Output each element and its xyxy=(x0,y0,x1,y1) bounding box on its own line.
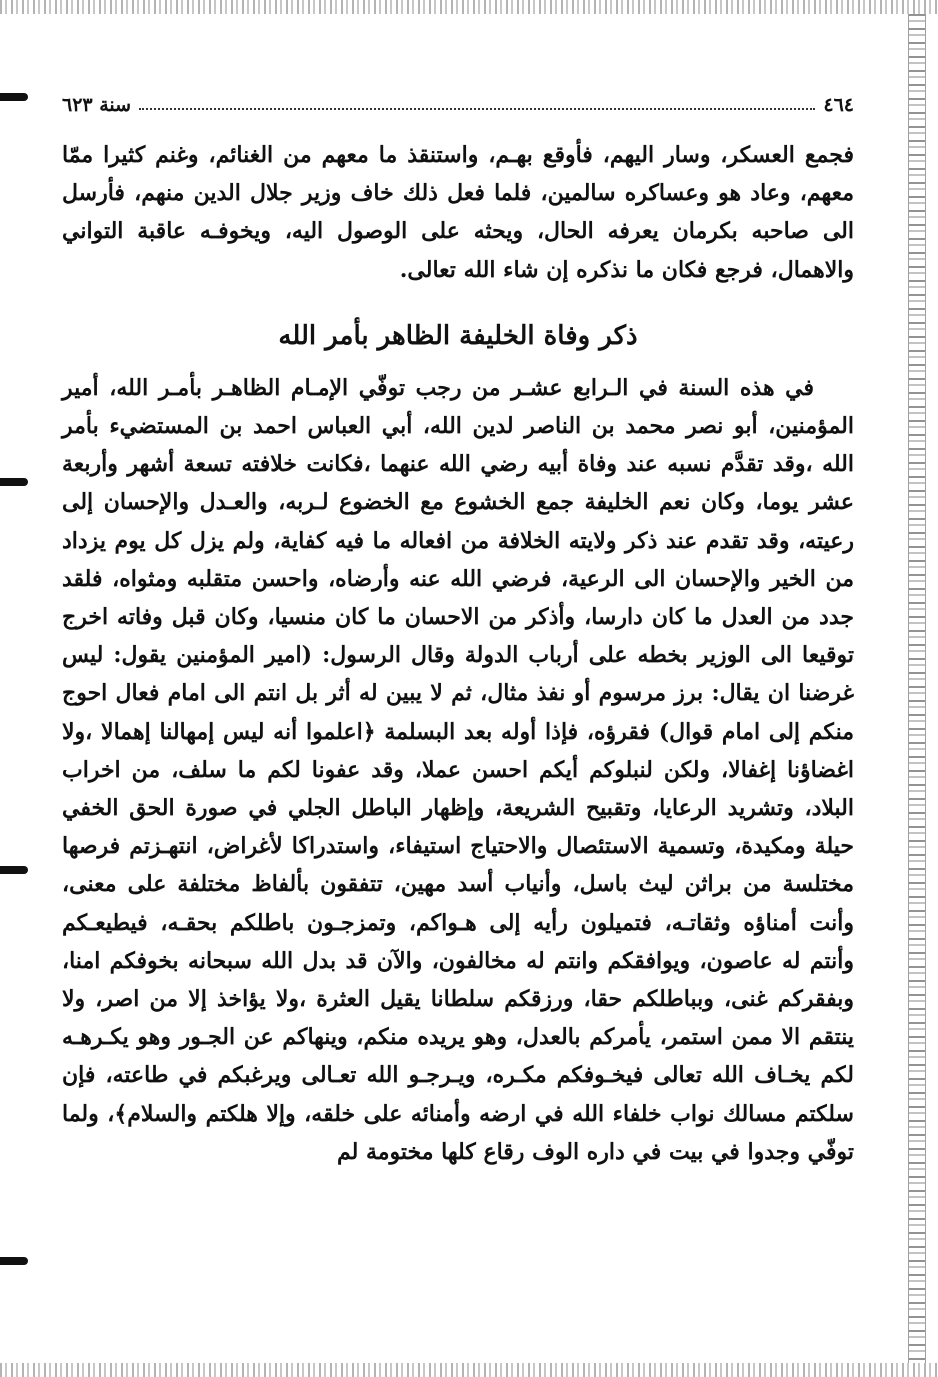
paragraph-main xyxy=(62,369,854,1171)
margin-binding-mark xyxy=(0,866,28,874)
book-page xyxy=(62,86,854,1171)
ornamental-border-top xyxy=(0,0,938,14)
margin-binding-mark xyxy=(0,93,28,101)
section-heading: ذكر وفاة الخليفة الظاهر بأمر الله xyxy=(278,320,638,351)
page-number: ٤٦٤ xyxy=(823,94,854,116)
margin-binding-mark xyxy=(0,478,28,486)
ornamental-border-bottom xyxy=(0,1363,938,1377)
ornamental-border-right xyxy=(908,14,926,1363)
paragraph-continuation xyxy=(62,136,854,289)
paragraph-text: في هذه السنة في الـرابع عشـر من رجب توفّي الإمـام الظاهـر بأمـر الله، أمير المؤمنين، أبو نصر محمد بن الناصر لدين الله، أبي العباس احمد بن المستضيء بأمر الله ،وقد تقدَّم نسبه عند وفاة أبيه رضي الله عنهما ،فكانت خلافته تسعة أشهر وأربعة عشر يوما، وكان نعم الخليفة جمع الخشوع مع الخضوع لـربه، والعـدل والإحسان إلى رعيته، وقد تقدم عند ذكر ولايته الخلافة من افعاله ما فيه كفاية، ولم يزل كل يوم يزداد من الخير والإحسان الى الرعية، فرضي الله عنه وأرضاه، واحسن متقلبه ومثواه، فلقد جدد من العدل ما كان دارسا، وأذكر من الاحسان ما كان منسيا، وكان قبل وفاته اخرج توقيعا الى الوزير بخطه على أرباب الدولة وقال الرسول: (امير المؤمنين يقول: ليس غرضنا ان يقال: برز مرسوم أو نفذ مثال، ثم لا يبين له أثر بل انتم الى امام فعال احوج منكم إلى امام قوال) فقرؤه، فإذا أوله بعد البسلمة ﴿اعلموا أنه ليس إمهالنا إهمالا ،ولا اغضاؤنا إغفالا، ولكن لنبلوكم أيكم احسن عملا، وقد عفونا لكم ما سلف، من اخراب البلاد، وتشريد الرعايا، وتقبيح الشريعة، وإظهار الباطل الجلي في صورة الحق الخفي حيلة ومكيدة، وتسمية الاستئصال والاحتياج استيفاء، واستدراكا لأغراض، انتهـزتم فرصها مختلسة من براثن ليث باسل، وأنياب أسد مهين، تتفقون بألفاظ مختلفة على معنى، وأنت أمناؤه وثقاتـه، فتميلون رأيه إلى هـواكم، وتمزجـون باطلكم بحقـه، فيطيعـكم وأنتم له عاصون، ويوافقكم وانتم له مخالفون، والآن قد بدل الله سبحانه بخوفكم امنا، وبفقركم غنى، وبباطلكم حقا، ورزقكم سلطانا يقيل العثرة ،ولا يؤاخذ إلا من اصر، ولا ينتقم الا ممن استمر، يأمركم بالعدل، وهو يريده منكم، وينهاكم عن الجـور وهو يكـرهـه لكم يخـاف الله تعالى فيخـوفكم مكـره، ويـرجـو الله تعـالى ويرغبكم في طاعته، فإن سلكتم مسالك نواب خلفاء الله في ارضه وأمنائه على خلقه، وإلا هلكتم والسلام﴾، ولما توفّي وجدوا في بيت في داره الوف رقاع كلها مختومة لم xyxy=(62,374,855,1165)
running-header xyxy=(62,86,854,116)
paragraph-text: فجمع العسكر، وسار اليهم، فأوقع بهـم، واستنقذ ما معهم من الغنائم، وغنم كثيرا ممّا معهم، وعاد هو وعساكره سالمين، فلما فعل ذلك خاف وزير جلال الدين منهم، فأرسل الى صاحبه بكرمان يعرفه الحال، ويحثه على الوصول اليه، ويخوفـه عاقبة التواني والاهمال، فرجع فكان ما نذكره إن شاء الله تعالى. xyxy=(62,142,854,283)
margin-binding-mark xyxy=(0,1257,28,1265)
header-dotted-leader xyxy=(139,108,815,110)
year-label: سنة ٦٢٣ xyxy=(62,94,132,116)
